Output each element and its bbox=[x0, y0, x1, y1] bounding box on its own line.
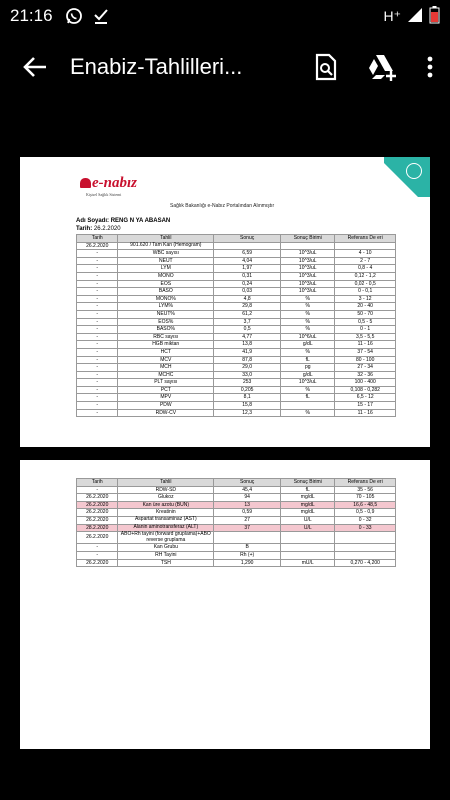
report-date: 26.2.2020 bbox=[93, 226, 121, 232]
table-row bbox=[77, 265, 396, 273]
download-done-icon bbox=[93, 7, 109, 25]
table-cell: 70 - 105 bbox=[335, 494, 396, 502]
table-cell: % bbox=[281, 303, 335, 311]
table-row bbox=[77, 394, 396, 402]
column-header: Sonuç Birimi bbox=[281, 235, 335, 243]
table-cell: 10^3/uL bbox=[281, 265, 335, 273]
table-cell: - bbox=[77, 348, 118, 356]
table-cell: 15,8 bbox=[214, 402, 281, 410]
table-cell: 4,77 bbox=[214, 333, 281, 341]
table-row bbox=[77, 333, 396, 341]
table-row bbox=[77, 326, 396, 334]
table-cell: 26.2.2020 bbox=[77, 494, 118, 502]
more-options-button[interactable] bbox=[410, 39, 450, 95]
table-cell: 1,97 bbox=[214, 265, 281, 273]
table-cell: BASO bbox=[118, 288, 214, 296]
column-header: Sonuç bbox=[214, 479, 281, 487]
table-cell: - bbox=[77, 280, 118, 288]
table-cell: 26.2.2020 bbox=[77, 559, 118, 567]
table-cell: 0,8 - 4 bbox=[335, 265, 396, 273]
table-cell: 37 bbox=[214, 524, 281, 532]
column-header: Referans De eri bbox=[335, 479, 396, 487]
table-cell: Rh (+) bbox=[214, 551, 281, 559]
table-row bbox=[77, 486, 396, 494]
table-cell bbox=[281, 532, 335, 544]
table-cell bbox=[281, 242, 335, 250]
table-cell: 94 bbox=[214, 494, 281, 502]
table-cell: RDW-CV bbox=[118, 409, 214, 417]
table-row bbox=[77, 371, 396, 379]
table-cell: LYM% bbox=[118, 303, 214, 311]
table-cell: TSH bbox=[118, 559, 214, 567]
find-in-page-icon bbox=[314, 53, 338, 81]
table-cell: - bbox=[77, 356, 118, 364]
table-cell: 0 - 0,1 bbox=[335, 288, 396, 296]
table-cell: 13 bbox=[214, 501, 281, 509]
table-cell: PDW bbox=[118, 402, 214, 410]
battery-icon bbox=[429, 6, 440, 27]
network-type: H⁺ bbox=[383, 7, 401, 24]
table-cell bbox=[214, 532, 281, 544]
table-cell: - bbox=[77, 295, 118, 303]
table-cell: 3,5 - 5,5 bbox=[335, 333, 396, 341]
table-row bbox=[77, 348, 396, 356]
table-cell: B bbox=[214, 544, 281, 552]
table-row bbox=[77, 402, 396, 410]
table-cell: 12,3 bbox=[214, 409, 281, 417]
whatsapp-icon bbox=[65, 7, 83, 25]
table-cell: 10^3/uL bbox=[281, 272, 335, 280]
table-cell: mg/dL bbox=[281, 501, 335, 509]
table-cell: 0,5 - 0,9 bbox=[335, 509, 396, 517]
table-cell: 26.2.2020 bbox=[77, 242, 118, 250]
table-cell: - bbox=[77, 303, 118, 311]
table-cell: g/dL bbox=[281, 341, 335, 349]
table-cell: WBC sayısı bbox=[118, 250, 214, 258]
table-row bbox=[77, 364, 396, 372]
table-cell: 10^3/uL bbox=[281, 280, 335, 288]
portal-title: Sağlık Bakanlığı e-Nabız Portalından Alınmıştır bbox=[170, 203, 275, 209]
table-cell: % bbox=[281, 326, 335, 334]
table-cell: MCH bbox=[118, 364, 214, 372]
table-cell: 15 - 17 bbox=[335, 402, 396, 410]
table-cell: BASO% bbox=[118, 326, 214, 334]
table-cell: - bbox=[77, 409, 118, 417]
more-vert-icon bbox=[427, 56, 433, 78]
table-cell: 20 - 40 bbox=[335, 303, 396, 311]
table-cell: Kreatinin bbox=[118, 509, 214, 517]
table-cell: Kan üre azotu (BUN) bbox=[118, 501, 214, 509]
table-cell: 0,108 - 0,282 bbox=[335, 386, 396, 394]
table-cell: NEUT% bbox=[118, 310, 214, 318]
table-row bbox=[77, 310, 396, 318]
table-cell: 0 - 33 bbox=[335, 524, 396, 532]
table-cell bbox=[335, 544, 396, 552]
column-header: Referans De eri bbox=[335, 235, 396, 243]
table-cell: 10^3/uL bbox=[281, 257, 335, 265]
table-cell: MONO% bbox=[118, 295, 214, 303]
add-to-drive-button[interactable] bbox=[354, 39, 410, 95]
table-cell: 10^3/uL bbox=[281, 288, 335, 296]
table-row bbox=[77, 501, 396, 509]
table-cell: 27 bbox=[214, 516, 281, 524]
table-cell: 10^3/uL bbox=[281, 379, 335, 387]
table-row bbox=[77, 303, 396, 311]
table-cell: - bbox=[77, 272, 118, 280]
table-cell: - bbox=[77, 402, 118, 410]
table-cell: 26.2.2020 bbox=[77, 501, 118, 509]
table-row bbox=[77, 257, 396, 265]
table-cell: ABO+Rh tayini (forward gruplama)+ABO reverse gruplama bbox=[118, 532, 214, 544]
table-cell: 32 - 36 bbox=[335, 371, 396, 379]
table-cell: 1,290 bbox=[214, 559, 281, 567]
table-cell: Aspartat transaminaz (AST) bbox=[118, 516, 214, 524]
table-row bbox=[77, 295, 396, 303]
patient-info: Adı Soyadı: RENG N YA ABASAN Tarih: 26.2.2020 bbox=[76, 218, 171, 232]
table-cell: LYM bbox=[118, 265, 214, 273]
table-row bbox=[77, 341, 396, 349]
table-cell: HCT bbox=[118, 348, 214, 356]
table-cell: 29,0 bbox=[214, 364, 281, 372]
table-row bbox=[77, 318, 396, 326]
column-header: Tahlil bbox=[118, 235, 214, 243]
table-cell: 3,7 bbox=[214, 318, 281, 326]
table-row bbox=[77, 409, 396, 417]
drive-add-icon bbox=[367, 53, 397, 81]
table-cell: mg/dL bbox=[281, 494, 335, 502]
table-cell bbox=[281, 551, 335, 559]
table-cell: RH Tayini bbox=[118, 551, 214, 559]
table-cell: U/L bbox=[281, 524, 335, 532]
table-cell: - bbox=[77, 394, 118, 402]
table-row bbox=[77, 272, 396, 280]
table-cell bbox=[281, 544, 335, 552]
table-row bbox=[77, 386, 396, 394]
table-cell: % bbox=[281, 409, 335, 417]
table-cell: - bbox=[77, 333, 118, 341]
table-cell: 6,5 - 12 bbox=[335, 394, 396, 402]
table-cell: 26.2.2020 bbox=[77, 532, 118, 544]
table-cell: - bbox=[77, 265, 118, 273]
table-cell bbox=[281, 402, 335, 410]
ministry-emblem-icon bbox=[384, 157, 430, 197]
table-cell: 41,9 bbox=[214, 348, 281, 356]
heart-logo-icon bbox=[80, 178, 91, 188]
table-row bbox=[77, 379, 396, 387]
column-header: Sonuç bbox=[214, 235, 281, 243]
table-cell: 4,04 bbox=[214, 257, 281, 265]
table-cell: 37 - 54 bbox=[335, 348, 396, 356]
table-cell: 0 - 1 bbox=[335, 326, 396, 334]
table-cell: 80 - 100 bbox=[335, 356, 396, 364]
table-row bbox=[77, 559, 396, 567]
table-cell: - bbox=[77, 551, 118, 559]
table-cell: % bbox=[281, 386, 335, 394]
table-cell: mU/L bbox=[281, 559, 335, 567]
table-cell: 100 - 400 bbox=[335, 379, 396, 387]
table-cell: - bbox=[77, 379, 118, 387]
table-cell: RBC sayısı bbox=[118, 333, 214, 341]
table-row bbox=[77, 494, 396, 502]
table-cell: RDW-SD bbox=[118, 486, 214, 494]
table-cell: % bbox=[281, 318, 335, 326]
table-cell: 10^6/uL bbox=[281, 333, 335, 341]
table-row bbox=[77, 509, 396, 517]
table-cell: g/dL bbox=[281, 371, 335, 379]
table-cell: - bbox=[77, 310, 118, 318]
table-cell: pg bbox=[281, 364, 335, 372]
table-cell: % bbox=[281, 310, 335, 318]
table-row bbox=[77, 288, 396, 296]
table-cell: 0,5 - 5 bbox=[335, 318, 396, 326]
table-row bbox=[77, 516, 396, 524]
table-cell: - bbox=[77, 544, 118, 552]
table-cell: - bbox=[77, 341, 118, 349]
column-header: Tarih bbox=[77, 479, 118, 487]
table-cell: 26.2.2020 bbox=[77, 516, 118, 524]
table-cell: 50 - 70 bbox=[335, 310, 396, 318]
table-row bbox=[77, 544, 396, 552]
table-cell: 16,6 - 48,5 bbox=[335, 501, 396, 509]
back-button[interactable] bbox=[0, 32, 70, 102]
pdf-viewer[interactable] bbox=[0, 102, 450, 800]
table-cell: 6,59 bbox=[214, 250, 281, 258]
table-cell: 0 - 32 bbox=[335, 516, 396, 524]
table-cell: 0,205 bbox=[214, 386, 281, 394]
table-cell: 26.2.2020 bbox=[77, 509, 118, 517]
table-cell: MPV bbox=[118, 394, 214, 402]
table-cell: - bbox=[77, 250, 118, 258]
table-cell: 33,0 bbox=[214, 371, 281, 379]
table-cell: 28.2.2020 bbox=[77, 524, 118, 532]
table-cell: Glukoz bbox=[118, 494, 214, 502]
table-cell: 4,8 bbox=[214, 295, 281, 303]
signal-icon bbox=[407, 7, 423, 26]
table-cell: 0,03 bbox=[214, 288, 281, 296]
clock: 21:16 bbox=[10, 6, 53, 25]
table-cell: fL bbox=[281, 394, 335, 402]
table-cell: U/L bbox=[281, 516, 335, 524]
table-cell: 45,4 bbox=[214, 486, 281, 494]
table-cell: 61,2 bbox=[214, 310, 281, 318]
table-cell: 10^3/uL bbox=[281, 250, 335, 258]
find-in-document-button[interactable] bbox=[298, 39, 354, 95]
table-cell: % bbox=[281, 348, 335, 356]
table-cell: 0,31 bbox=[214, 272, 281, 280]
column-header: Tahlil bbox=[118, 479, 214, 487]
table-cell: MCV bbox=[118, 356, 214, 364]
table-cell: 0,12 - 1,2 bbox=[335, 272, 396, 280]
table-cell: PCT bbox=[118, 386, 214, 394]
table-cell: HGB miktarı bbox=[118, 341, 214, 349]
table-row bbox=[77, 356, 396, 364]
table-cell: EOS bbox=[118, 280, 214, 288]
table-cell: 11 - 16 bbox=[335, 409, 396, 417]
column-header: Tarih bbox=[77, 235, 118, 243]
table-cell: 0,24 bbox=[214, 280, 281, 288]
table-cell: mg/dL bbox=[281, 509, 335, 517]
arrow-back-icon bbox=[22, 54, 48, 80]
table-cell: 8,1 bbox=[214, 394, 281, 402]
table-cell: NEUT bbox=[118, 257, 214, 265]
table-cell: 0,270 - 4,200 bbox=[335, 559, 396, 567]
pdf-page-1 bbox=[20, 157, 430, 447]
table-cell: 27 - 34 bbox=[335, 364, 396, 372]
table-cell: 0,59 bbox=[214, 509, 281, 517]
table-cell: - bbox=[77, 318, 118, 326]
table-cell: PLT sayısı bbox=[118, 379, 214, 387]
pdf-page-2 bbox=[20, 460, 430, 749]
table-cell: 3 - 12 bbox=[335, 295, 396, 303]
table-row bbox=[77, 250, 396, 258]
table-row bbox=[77, 551, 396, 559]
table-cell bbox=[214, 242, 281, 250]
table-cell bbox=[335, 242, 396, 250]
table-cell: Kan Grubu bbox=[118, 544, 214, 552]
table-cell: 0,02 - 0,5 bbox=[335, 280, 396, 288]
table-cell: - bbox=[77, 371, 118, 379]
table-cell: MONO bbox=[118, 272, 214, 280]
table-cell: EOS% bbox=[118, 318, 214, 326]
table-row bbox=[77, 242, 396, 250]
table-cell: 253 bbox=[214, 379, 281, 387]
table-cell: Alanin aminotransferaz (ALT) bbox=[118, 524, 214, 532]
table-row bbox=[77, 532, 396, 544]
table-cell: % bbox=[281, 295, 335, 303]
table-cell: fL bbox=[281, 356, 335, 364]
table-cell bbox=[335, 551, 396, 559]
hemogram-table bbox=[76, 234, 396, 417]
table-cell: 901.620 / Tam Kan (Hemogram) bbox=[118, 242, 214, 250]
table-cell: 87,8 bbox=[214, 356, 281, 364]
table-cell: MCHC bbox=[118, 371, 214, 379]
document-title: Enabiz-Tahlilleri... bbox=[70, 54, 243, 79]
table-cell: - bbox=[77, 288, 118, 296]
app-bar bbox=[0, 32, 450, 102]
table-cell: 0,5 bbox=[214, 326, 281, 334]
column-header: Sonuç Birimi bbox=[281, 479, 335, 487]
patient-name: RENG N YA ABASAN bbox=[110, 218, 171, 224]
table-row bbox=[77, 280, 396, 288]
table-cell: 4 - 10 bbox=[335, 250, 396, 258]
status-bar bbox=[0, 0, 450, 32]
enabiz-logo: e-nabız Kişisel Sağlık Sistemi bbox=[80, 175, 137, 192]
table-cell: - bbox=[77, 257, 118, 265]
table-cell: - bbox=[77, 486, 118, 494]
table-cell: - bbox=[77, 364, 118, 372]
table-cell: - bbox=[77, 386, 118, 394]
table-cell: 2 - 7 bbox=[335, 257, 396, 265]
table-cell bbox=[335, 532, 396, 544]
table-cell: 11 - 16 bbox=[335, 341, 396, 349]
table-cell: - bbox=[77, 326, 118, 334]
table-cell: 29,8 bbox=[214, 303, 281, 311]
table-cell: fL bbox=[281, 486, 335, 494]
table-cell: 35 - 56 bbox=[335, 486, 396, 494]
table-cell: 13,8 bbox=[214, 341, 281, 349]
biochemistry-table bbox=[76, 478, 396, 567]
